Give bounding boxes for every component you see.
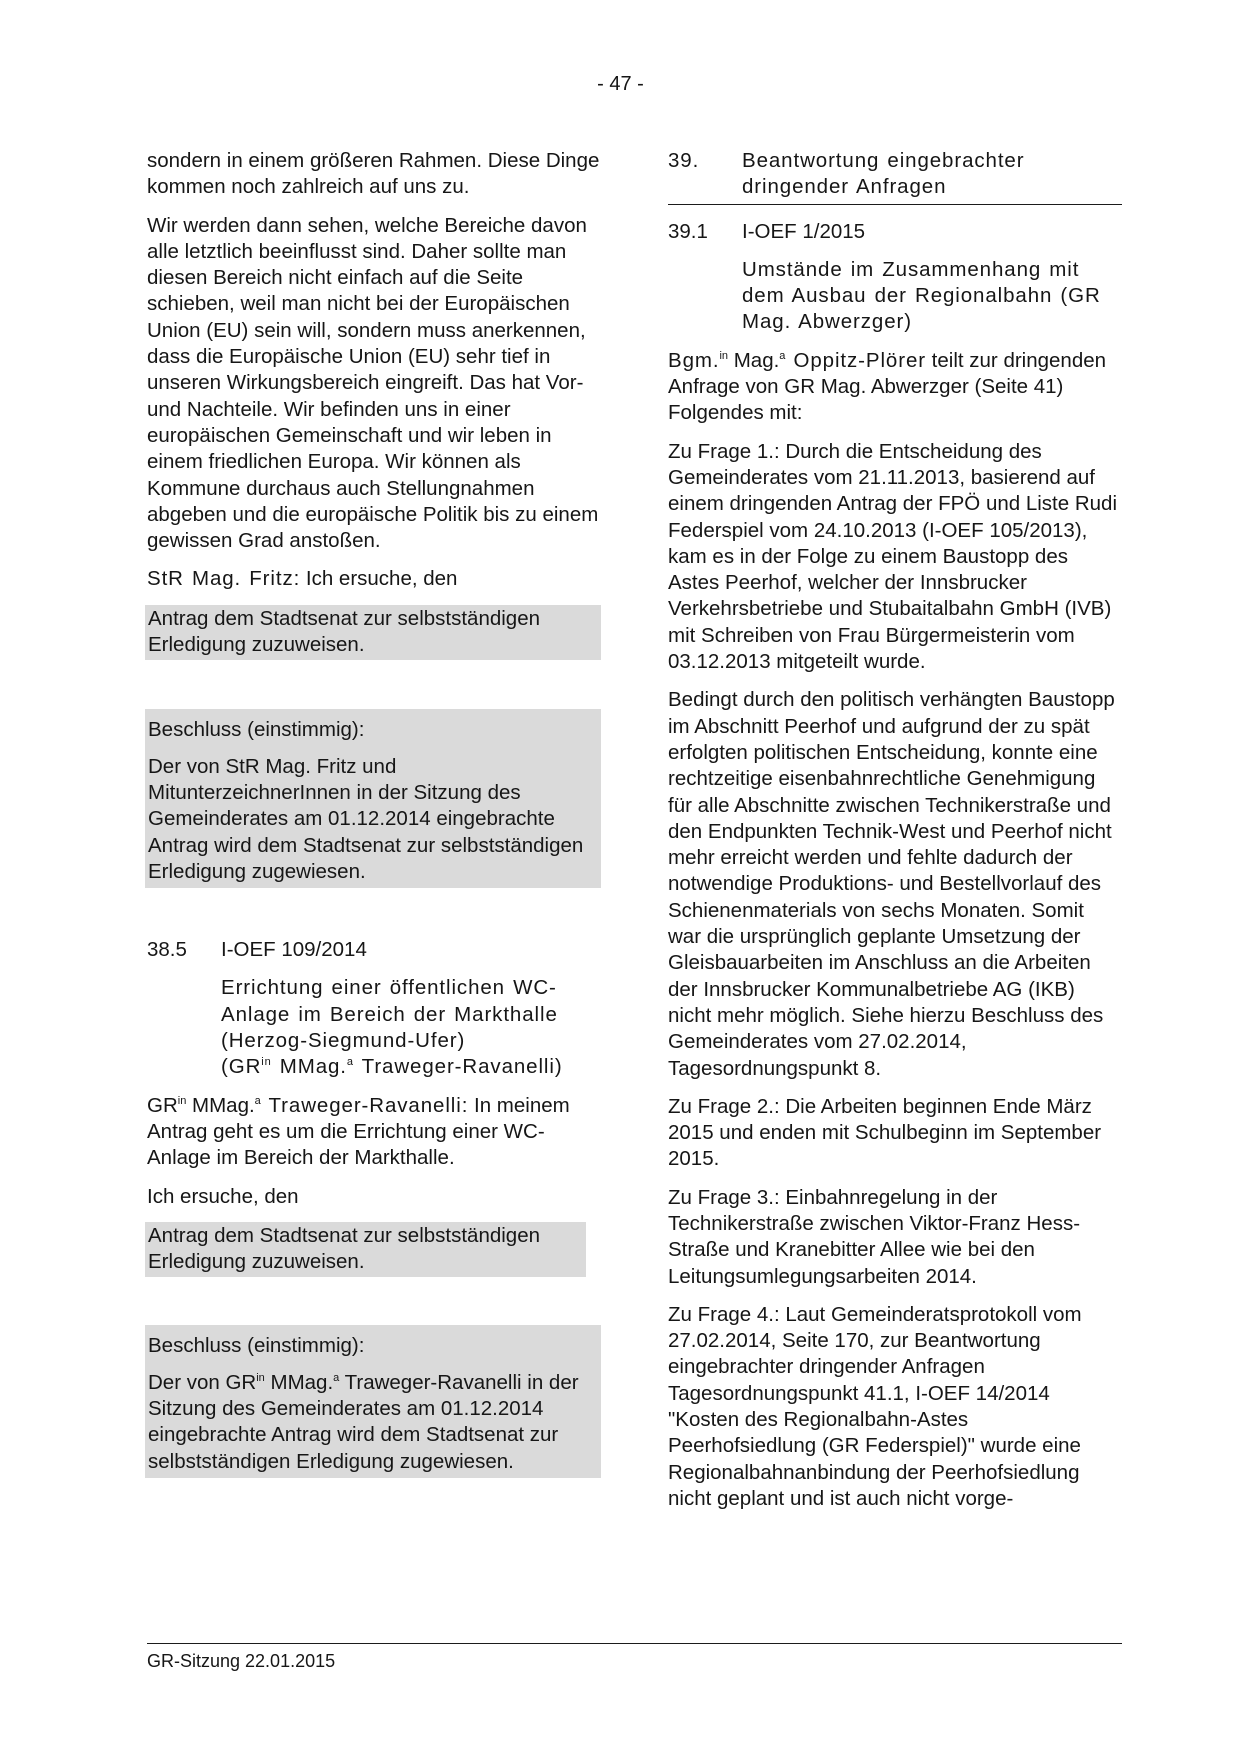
answer-paragraph: Zu Frage 1.: Durch die Entscheidung des Gemeinderates vom 21.11.2013, basierend auf einem dringenden Antrag der FPÖ und Liste Rudi Federspiel vom 24.10.2013 (I-OEF 105/2013), kam es in der Folge zu einem Baustopp des Astes Peerhof, welcher der Innsbrucker Verkehrsbetriebe und Stubaitalbahn GmbH (IVB) mit Schreiben von Frau Bürgermeisterin vom 03.12.2013 mitgeteilt wurde.: [668, 439, 1117, 674]
agenda-item-title: Errichtung einer öffentlichen WC-Anlage im Bereich der Markthalle (Herzog-Siegmund-Ufer) ($GR^{in}$ MMag.$^a$ Traweger-Ravanelli): [221, 976, 563, 1079]
left-column: [147, 148, 602, 1527]
speaker-statement: $GR^{in}$ MMag.$^a$ Traweger-Ravanelli: In meinem Antrag geht es um die Errichtung einer WC-Anlage im Bereich der Markthalle.: [147, 1093, 570, 1170]
page-number: - 47 -: [597, 73, 644, 95]
agenda-item-header: [668, 219, 1122, 245]
section-number: 39.: [668, 149, 700, 172]
right-column: [668, 148, 1122, 1524]
agenda-item-title: Umstände im Zusammenhang mit dem Ausbau der Regionalbahn (GR Mag. Abwerzger): [742, 257, 1101, 334]
agenda-item-code: I-OEF 109/2014: [221, 938, 367, 962]
speaker-statement: Bgm.$^{in}$ Mag.$^a$ Oppitz-Plörer teilt zur dringenden Anfrage von GR Mag. Abwerzger (Seite 41) Folgendes mit:: [668, 348, 1107, 425]
paragraph: Ich ersuche, den: [147, 1184, 299, 1208]
speaker-name: Traweger-Ravanelli:: [260, 1093, 469, 1117]
agenda-item-number: 38.5: [147, 938, 187, 962]
speaker-statement: [147, 566, 602, 592]
answer-paragraph: Zu Frage 2.: Die Arbeiten beginnen Ende März 2015 und enden mit Schulbeginn im September 2015.: [668, 1094, 1102, 1171]
speaker-name: Oppitz-Plörer: [785, 348, 926, 372]
paragraph: sondern in einem größeren Rahmen. Diese Dinge kommen noch zahlreich auf uns zu.: [147, 149, 600, 199]
agenda-item-code: I-OEF 1/2015: [742, 219, 866, 243]
decision-text: Der von $GR^{in}$ MMag.$^a$ Traweger-Ravanelli in der Sitzung des Gemeinderates am 01.12.2014 eingebrachte Antrag wird dem Stadtsenat zur selbstständigen Erledigung zugewiesen.: [145, 1364, 601, 1478]
agenda-item-number: 39.1: [668, 219, 708, 243]
decision-heading: Beschluss (einstimmig):: [145, 709, 601, 747]
agenda-item-header: [147, 937, 602, 963]
footer-divider: [147, 1643, 1122, 1644]
decision-text: Der von StR Mag. Fritz und MitunterzeichnerInnen in der Sitzung des Gemeinderates am 01.12.2014 eingebrachte Antrag wird dem Stadtsenat zur selbstständigen Erledigung zugewiesen.: [145, 748, 601, 888]
paragraph: Wir werden dann sehen, welche Bereiche davon alle letztlich beeinflusst sind. Daher sollte man diesen Bereich nicht einfach auf die Seite schieben, weil man nicht bei der Europäischen Union (EU) sein will, sondern muss anerkennen, dass die Europäische Union (EU) sehr tief in unseren Wirkungsbereich eingreift. Das hat Vor- und Nachteile. Wir befinden uns in einer europäischen Gemeinschaft und wir leben in einem friedlichen Europa. Wir können als Kommune durchaus auch Stellungnahmen abgeben und die europäische Politik bis zu einem gewissen Grad anstoßen.: [147, 213, 599, 553]
answer-paragraph: Zu Frage 4.: Laut Gemeinderatsprotokoll vom 27.02.2014, Seite 170, zur Beantwortung eingebrachter dringender Anfragen Tagesordnungspunkt 41.1, I-OEF 14/2014 "Kosten des Regionalbahn-Astes Peerhofsiedlung (GR Federspiel)" wurde eine Regionalbahnanbindung der Peerhofsiedlung nicht geplant und ist auch nicht vorge-: [668, 1302, 1082, 1510]
speaker-text: Ich ersuche, den: [300, 567, 458, 591]
section-title: Beantwortung eingebrachter dringender Anfragen: [742, 149, 1025, 199]
motion-box: Antrag dem Stadtsenat zur selbstständigen Erledigung zuzuweisen.: [145, 1222, 586, 1278]
decision-heading: Beschluss (einstimmig):: [145, 1325, 601, 1363]
section-heading: [668, 148, 1122, 205]
answer-paragraph: Bedingt durch den politisch verhängten Baustopp im Abschnitt Peerhof und aufgrund der zu spät erfolgten politischen Entscheidung, konnte eine rechtzeitige eisenbahnrechtliche Genehmigung für alle Abschnitte zwischen Technikerstraße und den Endpunkten Technik-West und Peerhof nicht mehr erreicht werden und fehlte dadurch der notwendige Produktions- und Bestellvorlauf des Schienenmaterials von sechs Monaten. Somit war die ursprünglich geplante Umsetzung der Gleisbauarbeiten im Anschluss an die Arbeiten der Innsbrucker Kommunalbetriebe AG (IKB) nicht mehr möglich. Siehe hierzu Beschluss des Gemeinderates vom 27.02.2014, Tagesordnungspunkt 8.: [668, 688, 1115, 1080]
answer-paragraph: Zu Frage 3.: Einbahnregelung in der Technikerstraße zwischen Viktor-Franz Hess-Straße und Kranebitter Allee wie bei den Leitungsumlegungsarbeiten 2014.: [668, 1185, 1081, 1288]
motion-box: Antrag dem Stadtsenat zur selbstständigen Erledigung zuzuweisen.: [145, 605, 601, 661]
footer-text: GR-Sitzung 22.01.2015: [147, 1651, 336, 1671]
speaker-name: StR Mag. Fritz:: [147, 567, 301, 591]
